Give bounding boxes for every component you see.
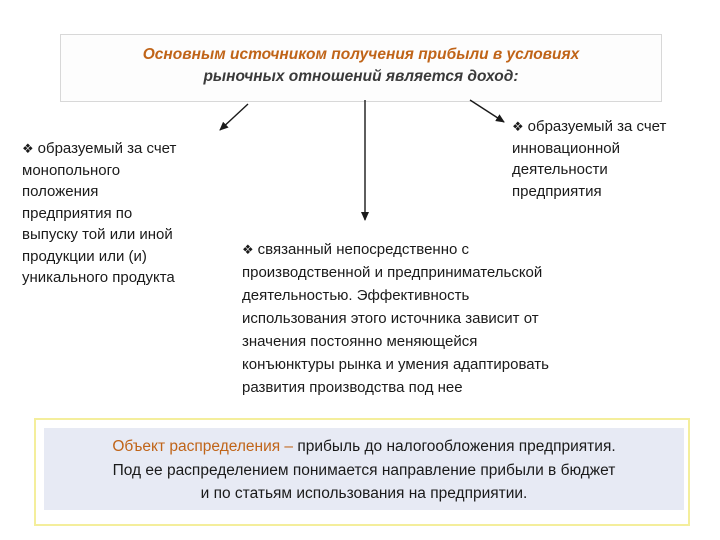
title-text-1: Основным источником получения прибыли в условиях (142, 46, 580, 63)
arrow-right (470, 100, 504, 122)
right-line-3: деятельности (512, 161, 608, 178)
diamond-bullet-icon: ❖ (242, 242, 254, 257)
center-line-5: значения постоянно меняющейся (242, 333, 478, 350)
center-line-2: производственной и предпринимательской (242, 264, 543, 281)
left-line-4: предприятия по (22, 204, 133, 222)
center-line-4: использования этого источника зависит от (242, 310, 539, 327)
definition-term: Объект распределения – (112, 438, 294, 455)
center-line-6: конъюнктуры рынка и умения адаптировать (242, 356, 549, 373)
right-line-1: ❖ образуемый за счет (512, 118, 667, 135)
definition-box (44, 428, 684, 510)
definition-line-2: Под ее распределением понимается направление прибыли в бюджет (112, 462, 616, 479)
right-line-2: инновационной (512, 139, 621, 157)
left-block (22, 138, 176, 289)
center-line-7: развития производства под нее (242, 379, 463, 396)
left-line-5: выпуску той или иной (22, 226, 173, 243)
diamond-bullet-icon: ❖ (22, 141, 34, 156)
diamond-bullet-icon: ❖ (512, 119, 524, 134)
right-block (512, 116, 666, 202)
title-text-2: рыночных отношений является доход: (203, 68, 519, 85)
center-line-1: ❖ связанный непосредственно с (242, 241, 469, 258)
left-line-2: монопольного (22, 161, 121, 179)
definition-line-3: и по статьям использования на предприятии. (200, 485, 528, 502)
definition-line-1 (44, 436, 684, 458)
left-line-1: ❖ образуемый за счет (22, 140, 177, 157)
left-line-7: уникального продукта (22, 269, 175, 286)
left-line-6: продукции или (и) (22, 247, 147, 265)
definition-text-1: прибыль до налогообложения предприятия. (293, 438, 616, 455)
arrow-left (220, 104, 248, 130)
left-line-3: положения (22, 183, 99, 200)
right-line-4: предприятия (512, 182, 602, 200)
center-block (242, 238, 549, 399)
center-line-3: деятельностью. Эффективность (242, 287, 470, 304)
